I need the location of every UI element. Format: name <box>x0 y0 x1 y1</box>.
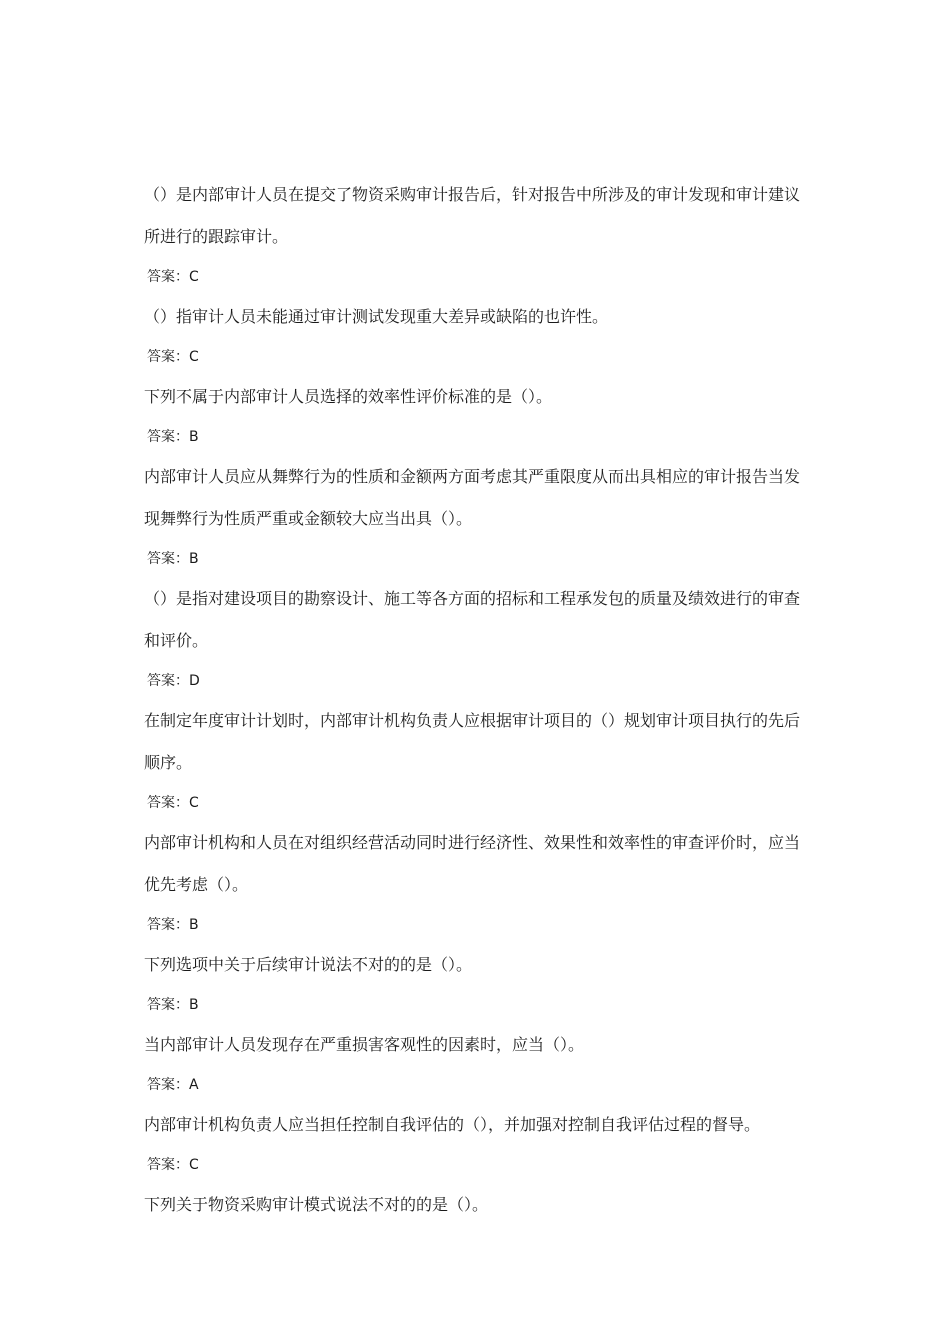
question-text: 下列关于物资采购审计模式说法不对的的是（）。 <box>144 1195 489 1214</box>
answer-text: 答案：C <box>147 1157 199 1173</box>
answer-text: 答案：B <box>147 429 199 445</box>
document-page <box>144 174 814 1226</box>
question-text: （）指审计人员未能通过审计测试发现重大差异或缺陷的也许性。 <box>144 307 609 326</box>
question-text: 在制定年度审计计划时，内部审计机构负责人应根据审计项目的（）规划审计项目执行的先后顺序。 <box>144 711 801 772</box>
question-text: 内部审计人员应从舞弊行为的性质和金额两方面考虑其严重限度从而出具相应的审计报告当发现舞弊行为性质严重或金额较大应当出具（）。 <box>144 467 801 528</box>
answer-text: 答案：C <box>147 795 199 811</box>
answer-text: 答案：C <box>147 269 199 285</box>
answer-text: 答案：A <box>147 1077 199 1093</box>
question-text: 内部审计机构负责人应当担任控制自我评估的（），并加强对控制自我评估过程的督导。 <box>144 1115 761 1134</box>
answer-text: 答案：B <box>147 997 199 1013</box>
question-text: 内部审计机构和人员在对组织经营活动同时进行经济性、效果性和效率性的审查评价时，应当优先考虑（）。 <box>144 833 801 894</box>
question-text: 下列不属于内部审计人员选择的效率性评价标准的是（）。 <box>144 387 553 406</box>
question-text: （）是内部审计人员在提交了物资采购审计报告后，针对报告中所涉及的审计发现和审计建议所进行的跟踪审计。 <box>144 185 801 246</box>
answer-text: 答案：B <box>147 917 199 933</box>
question-text: 当内部审计人员发现存在严重损害客观性的因素时，应当（）。 <box>144 1035 585 1054</box>
answer-text: 答案：B <box>147 551 199 567</box>
question-text: （）是指对建设项目的勘察设计、施工等各方面的招标和工程承发包的质量及绩效进行的审查和评价。 <box>144 589 801 650</box>
answer-text: 答案：C <box>147 349 199 365</box>
answer-text: 答案：D <box>147 673 200 689</box>
question-text: 下列选项中关于后续审计说法不对的的是（）。 <box>144 955 473 974</box>
